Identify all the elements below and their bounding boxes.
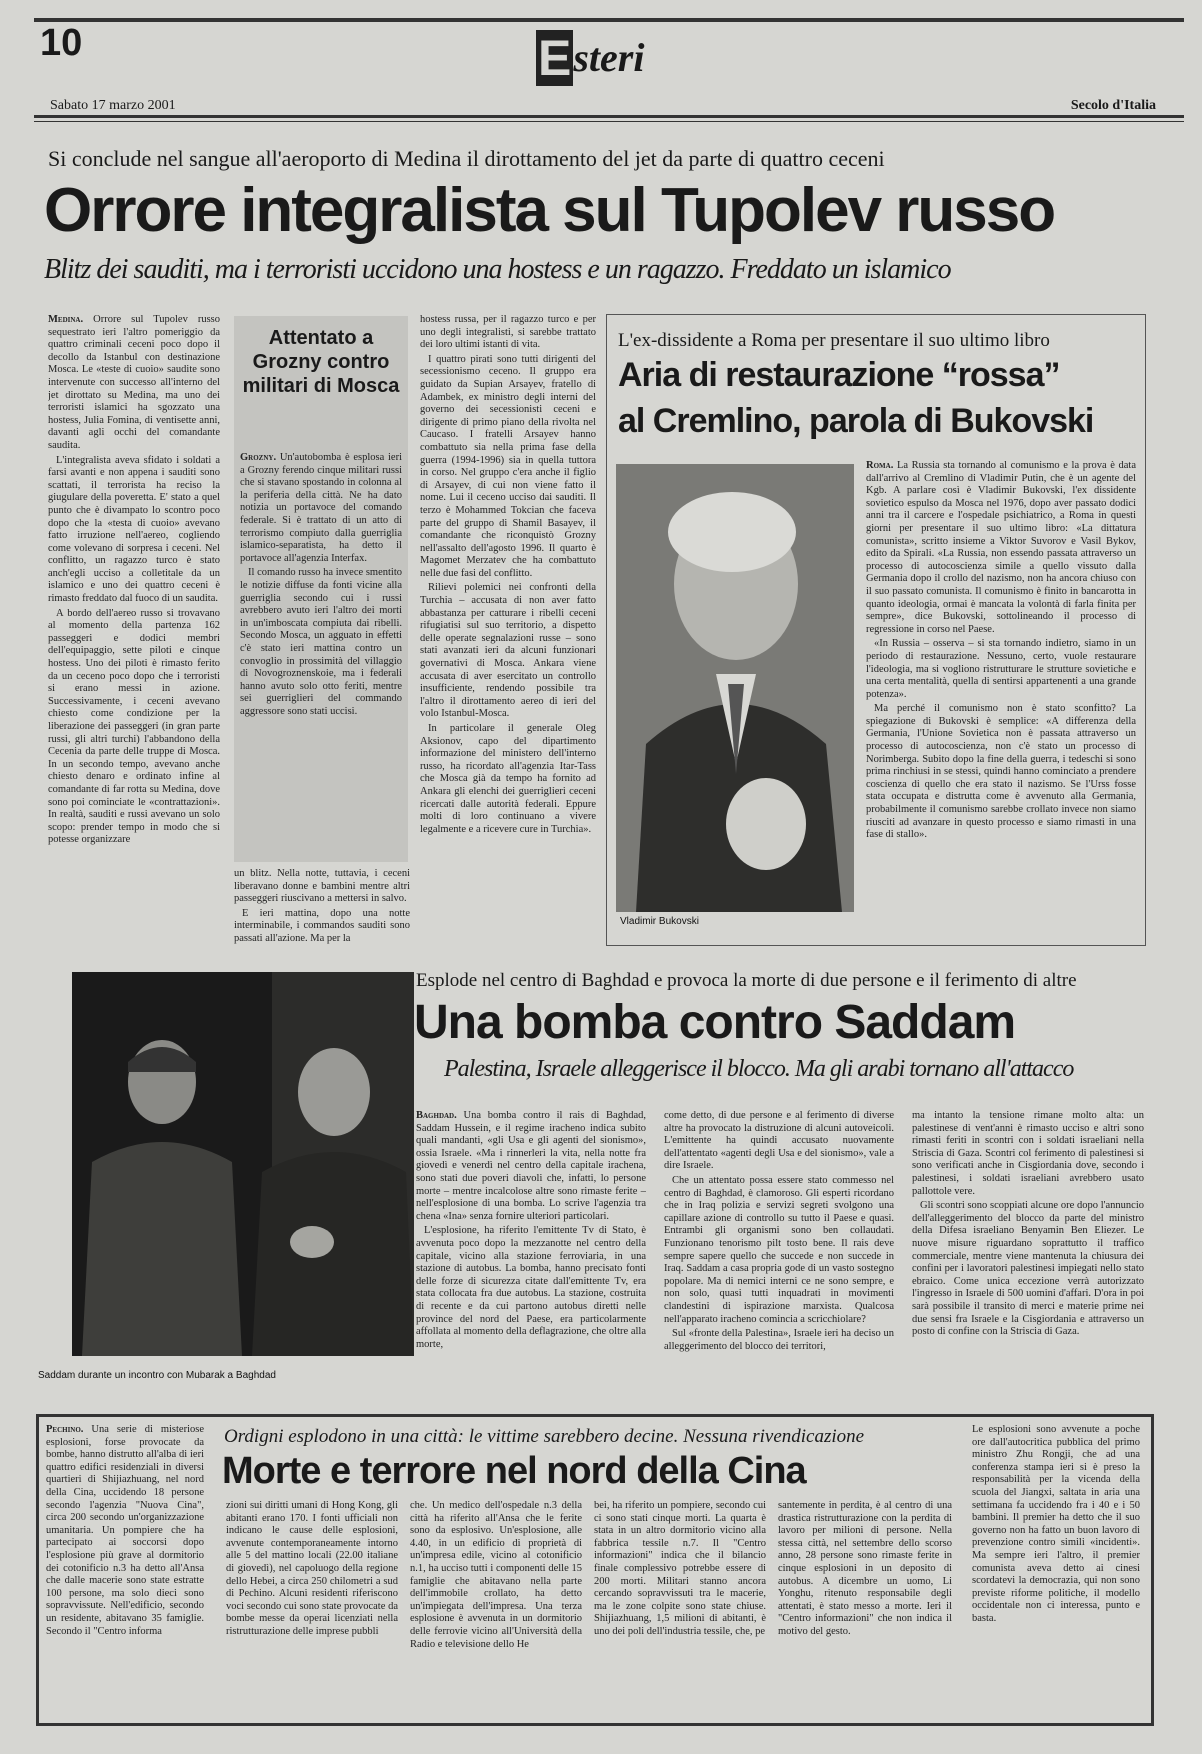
bukovski-photo-caption: Vladimir Bukovski: [620, 916, 699, 927]
grozny-paragraph-2: Il comando russo ha invece smentito le notizie diffuse da fonti vicine alla guerriglia secondo cui i russi avrebbero avuto ieri l'altro dei morti in un'imboscata compiuta dai ribelli. Secondo Mosca, un agguato in effetti c'è stato ieri mattina contro un convoglio in prossimità del villaggio di Novogroznenskoie, ma i federali hanno avuto solo otto feriti, mentre sei guerriglieri del commando aggressore sono stati uccisi.: [240, 567, 402, 717]
cina-kicker: Ordigni esplodono in una città: le vittime sarebbero decine. Nessuna rivendicazione: [224, 1426, 865, 1447]
cina-column-5: [778, 1500, 952, 1714]
grozny-paragraph-1: Un'autobomba è esplosa ieri a Grozny ferendo cinque militari russi che si stavano spostando in colonna al la periferia della città. Ne ha dato notizia un portavoce del comando federale. Si è trattato di un atto di terrorismo compiuto dalla guerriglia islamico-separatista, ha detto il portavoce all'agenzia Interfax.: [240, 452, 402, 564]
top-rule: [34, 18, 1184, 22]
bukovski-body: [866, 460, 1136, 934]
saddam-column-3: [912, 1110, 1144, 1384]
paper-name: Secolo d'Italia: [1070, 98, 1156, 113]
saddam-col3-paragraph-2: Gli scontri sono scoppiati alcune ore dopo l'annuncio dell'alleggerimento del blocco da parte del ministro della Difesa israeliano Benyamin Ben Eliezer. Le nuove misure riguardano soprattutto il traffico commerciale, mentre viene mantenuta la chiusura dei confini per i lavoratori palestinesi impiegati nello stato ebraico. Come unica eccezione verrà autorizzato l'ingresso in Israele di 500 uomini d'affari. D'ora in poi sarà possibile il transito di merci e materie prime nei due sensi fra Israele e la Cisgiordania e attraverso un posto di confine con la Striscia di Gaza.: [912, 1200, 1144, 1338]
cina-column-6: [972, 1424, 1140, 1714]
section-title: [536, 30, 644, 90]
saddam-column-2: [664, 1110, 894, 1384]
saddam-mubarak-image: [72, 972, 414, 1356]
bukovski-kicker: L'ex-dissidente a Roma per presentare il suo ultimo libro: [618, 330, 1050, 351]
issue-date: Sabato 17 marzo 2001: [50, 98, 176, 113]
cina-column-3: [410, 1500, 582, 1714]
bukovski-dateline: Roma.: [866, 460, 894, 471]
saddam-kicker: Esplode nel centro di Baghdad e provoca la morte di due persone e il ferimento di altre: [416, 970, 1077, 991]
lead-paragraph-3: A bordo dell'aereo russo si trovavano al momento della partenza 162 passeggeri e dodici membri dell'equipaggio, sette piloti e cinque hostess. Uno dei piloti è rimasto ferito da un ceceno poco dopo che i terroristi si erano messi in azione. Successivamente, i ceceni avevano chiesto come condizione per la liberazione dei passeggeri (in gran parte russi, gli altri turchi) l'abbandono della Cecenia da parte delle truppe di Mosca. In un secondo tempo, avevano anche chiesto denaro e ordinato infine al comandante di far rotta su Medina, dove sono poi cominciate le «contrattazioni». In realtà, sauditi e russi avevano un solo scopo: prender tempo in modo che si potesse organizzare: [48, 607, 220, 846]
cina-column-2: [226, 1500, 398, 1714]
saddam-col2-paragraph-2: Che un attentato possa essere stato commesso nel centro di Baghdad, è clamoroso. Gli esperti ricordano che in Iraq polizia e servizi segreti svolgono una capillare azione di controllo su tutto il Paese e quasi. Entrambi gli organismi sono ben collaudati. Funzionano tenorismo pilt tosto bene. Il rais deve sempre sapere quello che succede e non succede in Iraq. Saddam a casa propria gode di un vasto sostegno popolare. Ma di nemici interni ce ne sono sempre, e non solo, quasi tutti inquadrati in movimenti clandestini di ispirazione marxista. Qualcosa nell'apparato iracheno comincia a scricchiolare?: [664, 1174, 894, 1325]
lead-column-3: [420, 314, 596, 946]
lead-dateline: Medina.: [48, 314, 84, 325]
masthead-rule: [34, 115, 1184, 118]
lead-col3-paragraph-3: Rilievi polemici nei confronti della Turchia – accusata di non aver fatto abbastanza per catturare i ribelli ceceni rifugiatisi sul suo territorio, a dispetto delle operate segnalazioni russe – sono stati avanzati ieri da alcuni funzionari governativi di Mosca. Ankara viene accusata di aver esercitato un controllo insufficiente, rendendo possibile tra l'altro il dirottamento aereo di ieri del volo Istanbul-Mosca.: [420, 582, 596, 720]
section-initial: E: [538, 30, 572, 86]
lead-paragraph-2: L'integralista aveva sfidato i soldati a farsi avanti e non appena i sauditi sono scattati, il terrorista ha reciso la giugulare della poveretta. E' stato a quel punto che è divampato lo scontro poco dopo che la «testa di cuoio» avevano fatto irruzione nell'aereo, cogliendo come volevano di sorpresa i ceceni. Nel conflitto, un ragazzo turco è stato anch'egli ucciso a colletitale da un islamico e uno dei quattro ceceni è rimasto freddato dal fuoco di un saudita.: [48, 454, 220, 605]
section-rest: steri: [573, 35, 645, 80]
bukovski-headline-line-2: al Cremlino, parola di Bukovski: [618, 402, 1094, 440]
lead-col2-continuation: un blitz. Nella notte, tuttavia, i ceceni liberavano donne e bambini mentre altri passeggeri riuscivano a mettersi in salvo.: [234, 868, 410, 905]
cina-paragraph-1: Una serie di misteriose esplosioni, forse provocate da bombe, hanno distrutto all'alba di ieri quattro edifici residenziali in diversi quartieri di Shijiazhuang, nel nord della Cina, uccidendo 18 persone secondo l'agenzia "Nuova Cina", circa 200 secondo un'organizzazione umanitaria. Un pompiere che ha partecipato ai soccorsi dopo l'esplosione più grave al dormitorio dei cotonificio n.3 ha detto all'Ansa che dalle macerie sono state estratte 100 persone, ma solo dieci sono sopravvissute. Nell'edificio, secondo un residente, abitavano 35 famiglie. Secondo il "Centro informa: [46, 1424, 204, 1637]
lead-deck: Blitz dei sauditi, ma i terroristi uccidono una hostess e un ragazzo. Freddato un islamico: [44, 254, 951, 285]
saddam-headline: Una bomba contro Saddam: [414, 996, 1016, 1049]
cina-paragraph-2: zioni sui diritti umani di Hong Kong, gli abitanti erano 170. I fonti ufficiali non indicano le cause delle esplosioni, avvenute contemporaneamente intorno alle 5 del mattino locali (22.00 italiane di giovedì), nel capoluogo della regione dello Hebei, a circa 250 chilometri a sud di Pechino. Alcuni residenti riferiscono voci secondo cui sono state provocate da bombe messe da operai licenziati nella ristrutturazione delle imprese pubbli: [226, 1500, 398, 1637]
bukovski-portrait-image: [616, 464, 854, 912]
lead-headline: Orrore integralista sul Tupolev russo: [44, 176, 1055, 245]
grozny-title: Attentato a Grozny contro militari di Mosca: [242, 327, 400, 397]
lead-col3-paragraph-4: In particolare il generale Oleg Aksionov, capo del dipartimento informazione del ministero dell'interno russo, ha ricordato all'agenzia Itar-Tass che Mosca già da tempo ha fornito ad Ankara gli elenchi dei guerriglieri ceceni ricercati dalle autorità federali. Eppure molti di loro continuano a vivere legalmente e a ricevere cure in Turchia».: [420, 723, 596, 835]
lead-col3-paragraph-2: I quattro pirati sono tutti dirigenti del secessionismo ceceno. Il gruppo era guidato da Supian Arsayev, fratello di Adambek, ex ministro degli interni del governo dei secessionisti ceceni e dirigente di primo piano della rivolta nel Caucaso. I fratelli Arsayev hanno combattuto sia nella prima fase della guerra (1994-1996) sia in quella tuttora in corso. Nel gruppo c'era anche il figlio di Arsayev, di cui non viene fatto il nome. Lui il ceceno ucciso dai sauditi. Il terzo è Mohammed Tokcian che faceva parte del gruppo di Shamil Basayev, il comandante che riconquistò Grozny nell'assalto dell'agosto 1996. Il quarto è Magomet Merzatev che ha combattuto nelle due fasi del conflitto.: [420, 353, 596, 579]
cina-headline: Morte e terrore nel nord della Cina: [222, 1450, 806, 1492]
masthead-rule-thin: [34, 121, 1184, 122]
saddam-dateline: Baghdad.: [416, 1110, 457, 1121]
page-number: 10: [40, 22, 83, 64]
cina-paragraph-6: Le esplosioni sono avvenute a poche ore dall'autocritica pubblica del primo ministro Zhu Rongji, che ad una conferenza stampa ieri si è preso la responsabilità per la vicenda della scuola del Jiangxi, saltata in aria una settimana fa uccidendo fra i 40 e i 50 bambini. Il premier ha detto che il suo governo non ha fatto un buon lavoro di prevenzione contro simili «incidenti». Ma sempre ieri l'altro, il premier comunista aveva detto ai cinesi scordatevi la democrazia, qui non sono previste riforme politiche, il modello occidentale non ci interessa, punto e basta.: [972, 1424, 1140, 1624]
cina-paragraph-3: che. Un medico dell'ospedale n.3 della città ha riferito all'Ansa che le ferite sono da esplosivo. Un'esplosione, alle 4.40, in un edificio di proprietà di un'impresa edile, vicino al cotonificio n.1, ha ucciso tutti i componenti delle 15 famiglie che abitavano nella parte dell'immobile crollato, ha detto un'impiegata dell'impresa. Una terza esplosione è avvenuta in un dormitorio delle ferrovie vicino all'Università della Radio e televisione dello He: [410, 1500, 582, 1650]
saddam-paragraph-2: L'esplosione, ha riferito l'emittente Tv di Stato, è avvenuta poco dopo la mezzanotte nel centro della capitale, vicino alla stazione ferroviaria, in una stazione di autobus. La bomba, hanno precisato fonti delle forze di sicurezza citate dall'emittente Tv, era stata collocata fra due autobus. La stazione, costruita di recente e da cui partono autobus diretti nelle province del nord del Paese, era particolarmente affollata al momento della deflagrazione, che oltre alla morte,: [416, 1225, 646, 1350]
saddam-paragraph-1: Una bomba contro il rais di Baghdad, Saddam Hussein, e il regime iracheno indica subito quali mandanti, «gli Usa e gli agenti del sionismo», ossia Israele. «Ma i rinnerleri la vita, nella notte fra giovedì e venerdì nel centro della capitale irachena, sono stati due poveri diavoli che, infatti, lo persone morte – mentre incalcolose altre sono rimaste ferite – nell'esplosione di una bomba. Lo scrive l'agenzia tra chena «Ina» senza fornire ulteriori particolari.: [416, 1110, 646, 1222]
lead-kicker: Si conclude nel sangue all'aeroporto di Medina il dirottamento del jet da parte di quattro ceceni: [48, 146, 885, 171]
grozny-dateline: Grozny.: [240, 452, 277, 463]
bukovski-paragraph-1: La Russia sta tornando al comunismo e la prova è data dall'arrivo al Cremlino di Vladimir Putin, che è un agente del Kgb. A parlare così è Vladimir Bukovski, l'ex dissidente sovietico espulso da Mosca nel 1976, dopo aver passato dodici anni tra il carcere e l'ospedale psichiatrico, a Roma in questi giorni per presentare il suo ultimo libro: «La dittatura comunista», scritto insieme a Viktor Suvorov e Vasil Bykov, edito da Spirali. «La Russia, non essendo passata attraverso un processo di autocoscienza simile a quello vissuto dalla Germania dopo il crollo del nazismo, non ha ancora chiuso con il suo passato comunista. Il comunismo è finito in bancarotta in quanto ideologia, ormai è mancata la volontà di farla finita per sempre», dice Bukovski, sottolineando il processo di regressione in corso nel Paese.: [866, 460, 1136, 635]
grozny-body: [240, 452, 402, 856]
lead-col2-paragraph: E ieri mattina, dopo una notte interminabile, i commandos sauditi sono passati all'azione. Ma per la: [234, 907, 410, 944]
saddam-column-1: [416, 1110, 646, 1384]
saddam-col3-paragraph-1: ma intanto la tensione rimane molto alta: un palestinese di vent'anni è rimasto ucciso e altri sono rimasti feriti in scontri con i soldati israeliani nella Striscia di Gaza. Scontri col ferimento di palestinesi si sono verificati anche in Cisgiordania dove, secondo i palestinesi, i soldati israeliani avrebbero usato pallottole vere.: [912, 1110, 1144, 1197]
saddam-photo-caption: Saddam durante un incontro con Mubarak a Baghdad: [38, 1370, 276, 1381]
bukovski-paragraph-3: Ma perché il comunismo non è stato sconfitto? La spiegazione di Bukovski è semplice: «A differenza della Germania, l'Unione Sovietica non è passata attraverso un processo di autocoscienza, non c'è stato un processo di Norimberga. Subito dopo la fine della guerra, i tedeschi si sono prima rinchiusi in se stessi, quindi hanno cominciato a prendere coscienza di quello che era stato il nazismo. Se l'Urss fosse stata occupata e distrutta come è avvenuto alla Germania, probabilmente il comunismo sarebbe crollato invece non siamo riusciti ad avanzare in questo processo e siamo rimasti in una fase di stallo».: [866, 703, 1136, 841]
cina-dateline: Pechino.: [46, 1424, 84, 1435]
lead-col3-paragraph-1: hostess russa, per il ragazzo turco e per uno degli integralisti, si sarebbe trattato dei loro ultimi istanti di vita.: [420, 314, 596, 351]
saddam-col2-paragraph-1: come detto, di due persone e al ferimento di diverse altre ha provocato la distruzione di alcuni autoveicoli. L'emittente ha quindi accusato nuovamente dell'attentato «agenti degli Usa e del sionismo», vale a dire Israele.: [664, 1110, 894, 1172]
cina-paragraph-5: santemente in perdita, è al centro di una drastica ristrutturazione con la perdita di lavoro per milioni di persone. Nella stessa città, nel settembre dello scorso anno, 28 persone sono rimaste ferite in cinque esplosioni in un deposito di autobus. A dicembre un uomo, Li Yonghu, ritenuto responsabile degli attentati, è stato messo a morte. Ieri il "Centro informazioni" che non indica il motivo del gesto.: [778, 1500, 952, 1637]
saddam-deck: Palestina, Israele alleggerisce il blocco. Ma gli arabi tornano all'attacco: [444, 1056, 1074, 1082]
lead-paragraph-1: Orrore sul Tupolev russo sequestrato ieri l'altro pomeriggio da quattro criminali ceceni poco dopo il decollo da Istanbul con destinazione Mosca. Le «teste di cuoio» saudite sono intervenute con successo all'interno del jet dirottato su Medina, ma uno dei terroristi islamici ha sgozzato una hostess, Julia Fomina, di ventisette anni, davanti agli occhi del comandante saudita.: [48, 314, 220, 451]
cina-column-4: [594, 1500, 766, 1714]
cina-paragraph-4: bei, ha riferito un pompiere, secondo cui ci sono stati cinque morti. La quarta è stata in un altro dormitorio vicino alla fabbrica tessile n.7. Il "Centro informazioni" indica che il bilancio finale complessivo potrebbe essere di 200 morti. Militari stanno ancora cercando sopravvissuti tra le macerie, ma le zone colpite sono state chiuse. Shijiazhuang, 1,5 milioni di abitanti, è uno dei poli dell'industria tessile, che, pe: [594, 1500, 766, 1637]
lead-column-2: [234, 868, 410, 946]
lead-column-1: [48, 314, 220, 946]
saddam-col2-paragraph-3: Sul «fronte della Palestina», Israele ieri ha deciso un alleggerimento del blocco dei territori,: [664, 1328, 894, 1352]
bukovski-paragraph-2: «In Russia – osserva – si sta tornando indietro, siamo in un periodo di restaurazione. Nessuno, certo, vuole restaurare l'ideologia, ma si vogliono ristrutturare le strutture sovietiche e una certa mentalità, quella di sentirsi appartenenti a una grande potenza».: [866, 638, 1136, 700]
bukovski-headline-line-1: Aria di restaurazione “rossa”: [618, 356, 1060, 394]
cina-column-1: [46, 1424, 204, 1714]
bukovski-photo: [616, 464, 854, 912]
saddam-photo: [72, 972, 414, 1356]
